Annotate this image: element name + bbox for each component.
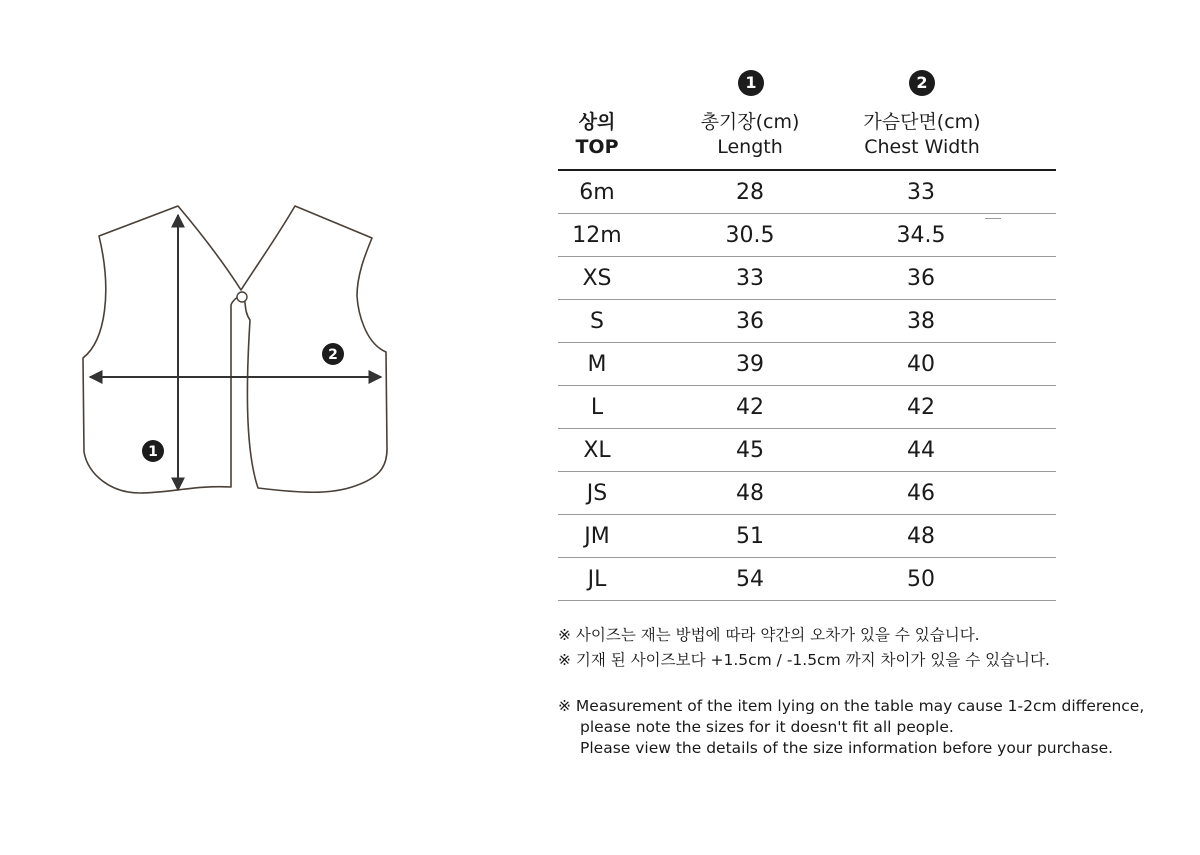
chest-cell: 44 — [907, 438, 935, 463]
length-cell: 42 — [736, 395, 764, 420]
table-row — [558, 386, 1056, 429]
vest-button — [237, 292, 247, 302]
vest-diagram — [0, 0, 480, 560]
length-cell: 36 — [736, 309, 764, 334]
size-cell: 12m — [572, 223, 622, 248]
size-cell: XL — [583, 438, 611, 463]
length-cell: 48 — [736, 481, 764, 506]
length-cell: 30.5 — [725, 223, 775, 248]
length-header-ko: 총기장(cm) — [700, 111, 800, 133]
chest-cell: 42 — [907, 395, 935, 420]
length-badge-label: 1 — [148, 444, 158, 460]
length-cell: 45 — [736, 438, 764, 463]
chest-cell: 48 — [907, 524, 935, 549]
table-row — [558, 257, 1056, 300]
note-ko-1: ※ 사이즈는 재는 방법에 따라 약간의 오차가 있을 수 있습니다. — [558, 626, 980, 644]
size-cell: S — [590, 309, 604, 334]
length-header-en: Length — [717, 136, 783, 158]
chest-header-en: Chest Width — [864, 136, 980, 158]
chest-number-badge: 2 — [909, 70, 935, 96]
chest-cell: 36 — [907, 266, 935, 291]
length-header — [680, 110, 820, 160]
table-row — [558, 343, 1056, 386]
chest-cell: 38 — [907, 309, 935, 334]
size-cell: M — [587, 352, 607, 377]
length-cell: 33 — [736, 266, 764, 291]
note-en-1: ※ Measurement of the item lying on the table may cause 1-2cm difference, — [558, 697, 1145, 715]
size-cell: 6m — [579, 180, 615, 205]
chest-cell: 34.5 — [896, 223, 946, 248]
chest-cell: 50 — [907, 567, 935, 592]
table-row — [558, 429, 1056, 472]
top-header — [558, 110, 636, 160]
length-cell: 39 — [736, 352, 764, 377]
table-row — [558, 214, 1056, 257]
table-row — [558, 472, 1056, 515]
chest-header-ko: 가슴단면(cm) — [863, 111, 981, 133]
table-row — [558, 558, 1056, 601]
table-row — [558, 171, 1056, 214]
size-cell: JM — [584, 524, 610, 549]
stray-tick-mark — [985, 218, 1001, 219]
chest-header — [842, 110, 1002, 160]
table-row — [558, 515, 1056, 558]
length-number-badge: 1 — [738, 70, 764, 96]
size-cell: XS — [582, 266, 612, 291]
size-cell: JL — [587, 567, 607, 592]
chest-cell: 40 — [907, 352, 935, 377]
size-cell: JS — [586, 481, 608, 506]
size-cell: L — [590, 395, 604, 420]
length-cell: 54 — [736, 567, 764, 592]
top-header-en: TOP — [575, 136, 619, 158]
table-row — [558, 300, 1056, 343]
size-table — [558, 171, 1056, 601]
note-en-2: please note the sizes for it doesn't fit all people. — [580, 718, 954, 736]
length-cell: 28 — [736, 180, 764, 205]
chest-cell: 33 — [907, 180, 935, 205]
chest-badge-label: 2 — [328, 347, 338, 363]
length-cell: 51 — [736, 524, 764, 549]
note-ko-2: ※ 기재 된 사이즈보다 +1.5cm / -1.5cm 까지 차이가 있을 수 있습니다. — [558, 651, 1050, 669]
note-en-3: Please view the details of the size information before your purchase. — [580, 739, 1114, 757]
chest-cell: 46 — [907, 481, 935, 506]
top-header-ko: 상의 — [578, 111, 616, 133]
